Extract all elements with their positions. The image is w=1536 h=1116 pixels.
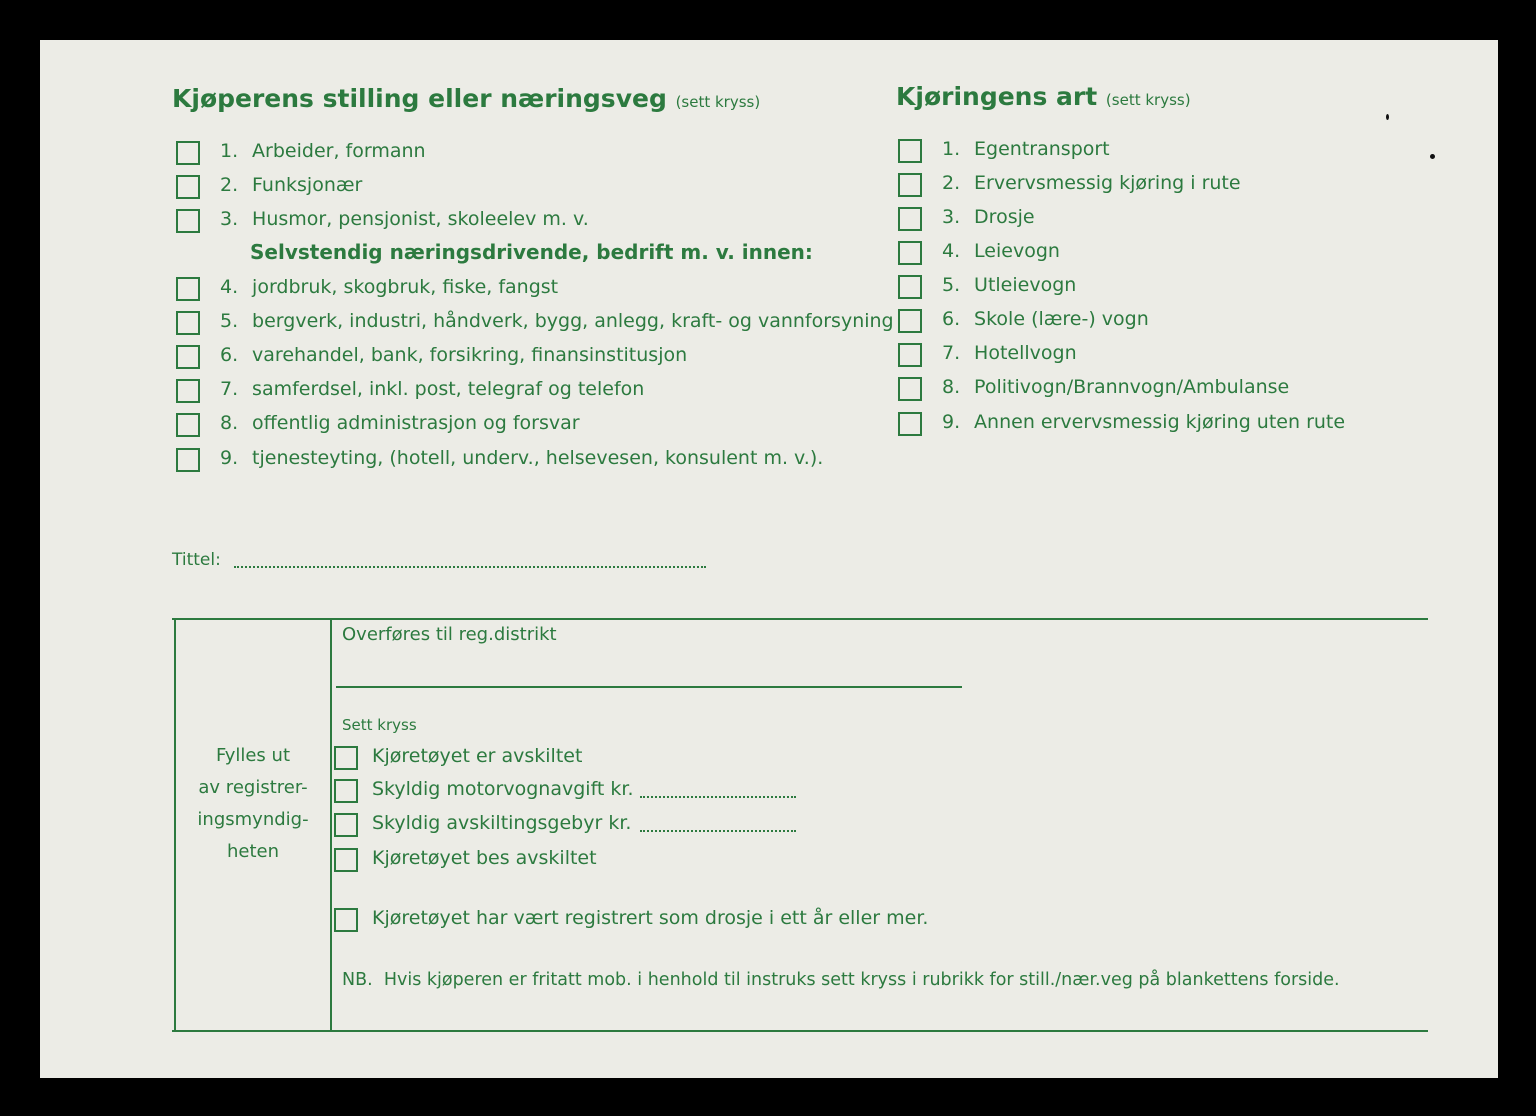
checkbox-deregistration-fee-owed[interactable] bbox=[334, 813, 358, 837]
checkbox-driving-4[interactable] bbox=[898, 241, 922, 265]
occupation-item-2: 2. Funksjonær bbox=[220, 174, 363, 196]
occupation-item-5: 5. bergverk, industri, håndverk, bygg, anlegg, kraft- og vannforsyning bbox=[220, 310, 894, 332]
checkbox-occupation-8[interactable] bbox=[176, 413, 200, 437]
tittel-label: Tittel: bbox=[172, 550, 221, 570]
scan-speck bbox=[1386, 114, 1389, 120]
checkbox-request-deregistration[interactable] bbox=[334, 848, 358, 872]
checkbox-occupation-7[interactable] bbox=[176, 379, 200, 403]
deregistration-fee-amount-line[interactable] bbox=[640, 830, 796, 832]
taxi-one-year-label: Kjøretøyet har vært registrert som drosje i ett år eller mer. bbox=[372, 907, 929, 929]
check-deregistered-label: Kjøretøyet er avskiltet bbox=[372, 745, 583, 767]
checkbox-taxi-one-year[interactable] bbox=[334, 908, 358, 932]
check-request-deregistration-label: Kjøretøyet bes avskiltet bbox=[372, 847, 597, 869]
checkbox-occupation-4[interactable] bbox=[176, 277, 200, 301]
checkbox-occupation-3[interactable] bbox=[176, 209, 200, 233]
checkbox-driving-2[interactable] bbox=[898, 173, 922, 197]
scan-speck bbox=[1430, 154, 1435, 159]
checkbox-occupation-9[interactable] bbox=[176, 448, 200, 472]
occupation-item-7: 7. samferdsel, inkl. post, telegraf og telefon bbox=[220, 378, 645, 400]
check-vehicle-tax-label: Skyldig motorvognavgift kr. bbox=[372, 778, 634, 800]
transfer-district-label: Overføres til reg.distrikt bbox=[342, 624, 557, 645]
driving-item-1: 1. Egentransport bbox=[942, 138, 1110, 160]
checkbox-occupation-2[interactable] bbox=[176, 175, 200, 199]
authority-box-top-border bbox=[172, 618, 1428, 620]
occupation-item-9: 9. tjenesteyting, (hotell, underv., helsevesen, konsulent m. v.). bbox=[220, 447, 824, 469]
checkbox-occupation-5[interactable] bbox=[176, 311, 200, 335]
checkbox-driving-8[interactable] bbox=[898, 377, 922, 401]
checkbox-deregistered[interactable] bbox=[334, 746, 358, 770]
authority-box-divider bbox=[330, 620, 332, 1030]
checkbox-occupation-1[interactable] bbox=[176, 141, 200, 165]
nb-note bbox=[342, 970, 1340, 990]
driving-item-9: 9. Annen ervervsmessig kjøring uten rute bbox=[942, 411, 1346, 433]
driving-item-7: 7. Hotellvogn bbox=[942, 342, 1077, 364]
checkbox-driving-5[interactable] bbox=[898, 275, 922, 299]
driving-item-6: 6. Skole (lære-) vogn bbox=[942, 308, 1149, 330]
checkbox-occupation-6[interactable] bbox=[176, 345, 200, 369]
authority-box-bottom-border bbox=[172, 1030, 1428, 1032]
buyer-occupation-note: (sett kryss) bbox=[675, 93, 761, 111]
driving-item-3: 3. Drosje bbox=[942, 206, 1035, 228]
tittel-input-line[interactable] bbox=[234, 566, 706, 568]
self-employed-subheading: Selvstendig næringsdrivende, bedrift m. v. innen: bbox=[250, 240, 813, 264]
nb-label: NB. bbox=[342, 970, 373, 990]
checkbox-driving-3[interactable] bbox=[898, 207, 922, 231]
driving-type-note: (sett kryss) bbox=[1105, 91, 1191, 109]
driving-item-8: 8. Politivogn/Brannvogn/Ambulanse bbox=[942, 376, 1290, 398]
vehicle-tax-amount-line[interactable] bbox=[640, 796, 796, 798]
occupation-item-6: 6. varehandel, bank, forsikring, finansinstitusjon bbox=[220, 344, 688, 366]
driving-type-heading: Kjøringens art (sett kryss) bbox=[896, 82, 1191, 111]
form-sheet bbox=[40, 40, 1498, 1078]
checkbox-vehicle-tax-owed[interactable] bbox=[334, 779, 358, 803]
authority-side-label: Fylles ut av registrer- ingsmyndig- heten bbox=[197, 745, 309, 862]
check-instruction-label: Sett kryss bbox=[342, 716, 417, 734]
checkbox-driving-1[interactable] bbox=[898, 139, 922, 163]
transfer-district-line[interactable] bbox=[336, 686, 962, 688]
check-deregistration-fee-label: Skyldig avskiltingsgebyr kr. bbox=[372, 812, 632, 834]
checkbox-driving-9[interactable] bbox=[898, 412, 922, 436]
occupation-item-4: 4. jordbruk, skogbruk, fiske, fangst bbox=[220, 276, 559, 298]
checkbox-driving-7[interactable] bbox=[898, 343, 922, 367]
checkbox-driving-6[interactable] bbox=[898, 309, 922, 333]
driving-item-2: 2. Ervervsmessig kjøring i rute bbox=[942, 172, 1241, 194]
authority-box-left-border bbox=[174, 620, 176, 1030]
occupation-item-1: 1. Arbeider, formann bbox=[220, 140, 426, 162]
buyer-occupation-heading: Kjøperens stilling eller næringsveg (sett kryss) bbox=[172, 84, 761, 113]
occupation-item-3: 3. Husmor, pensjonist, skoleelev m. v. bbox=[220, 208, 589, 230]
occupation-item-8: 8. offentlig administrasjon og forsvar bbox=[220, 412, 580, 434]
driving-item-4: 4. Leievogn bbox=[942, 240, 1060, 262]
nb-note-text: Hvis kjøperen er fritatt mob. i henhold til instruks sett kryss i rubrikk for still./nær.veg på blankettens forside. bbox=[383, 970, 1340, 990]
driving-item-5: 5. Utleievogn bbox=[942, 274, 1077, 296]
